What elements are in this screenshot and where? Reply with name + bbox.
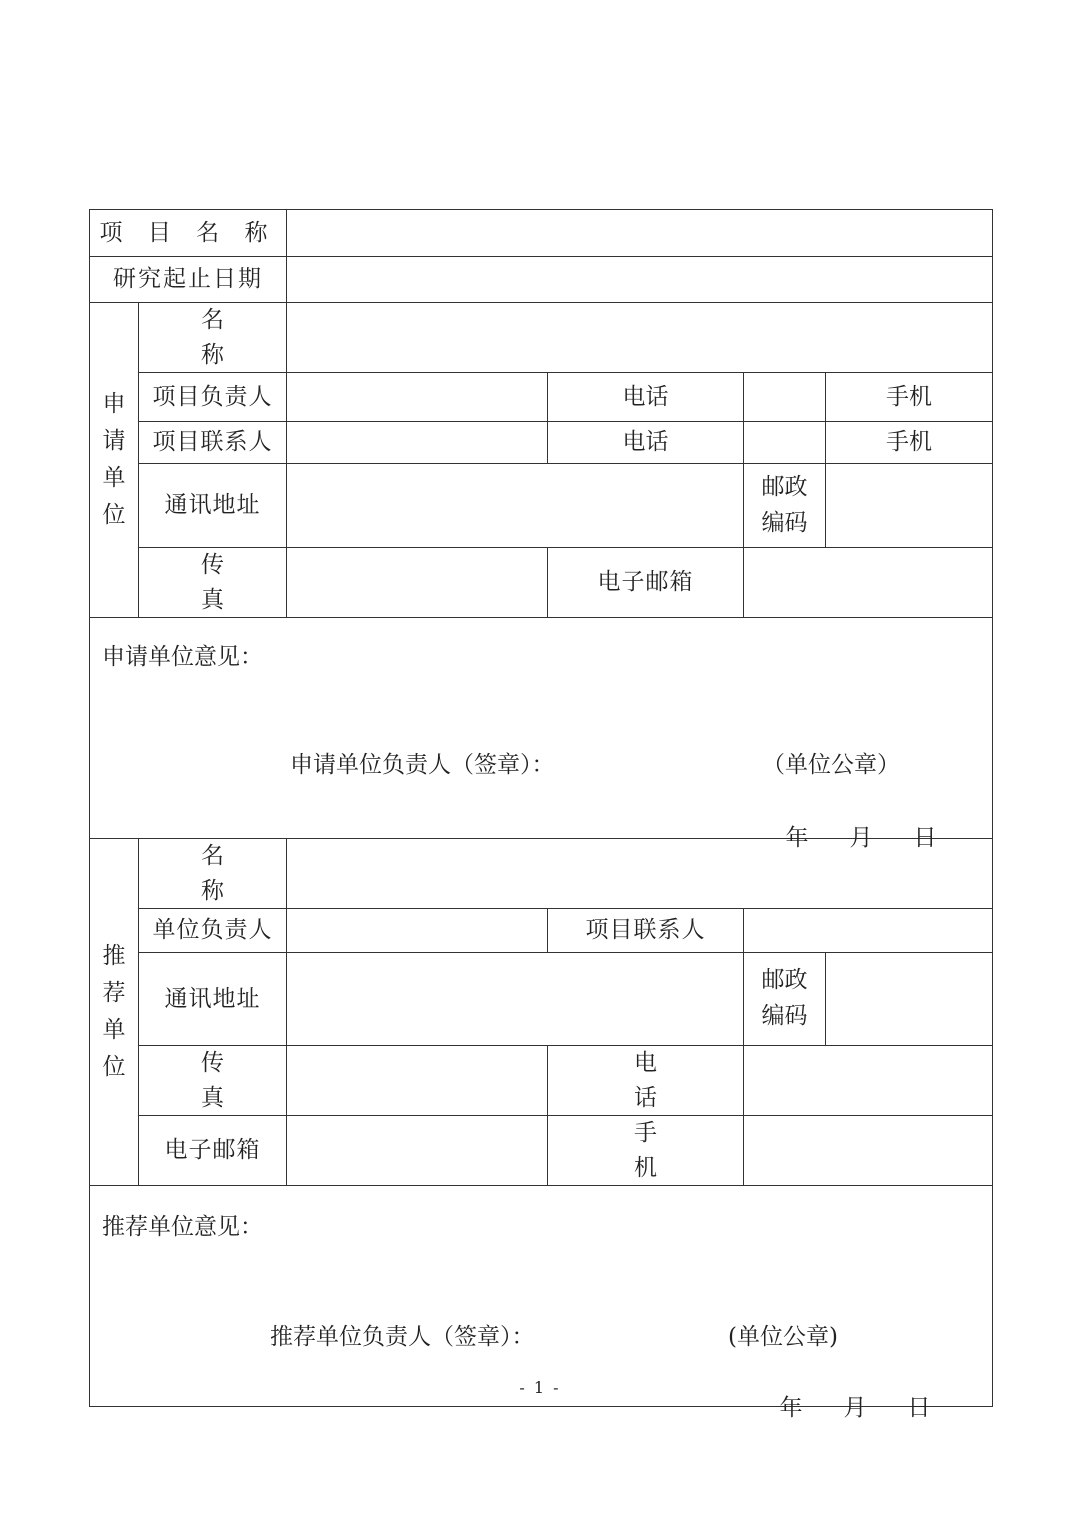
recommender-mobile-label: 手机 [548,1116,744,1186]
postcode-label-line: 邮政 [761,473,808,500]
applicant-section-char: 单 [102,465,126,491]
recommender-mobile-field[interactable] [744,1116,993,1186]
applicant-leader-field[interactable] [287,373,548,422]
recommender-postcode-field[interactable] [826,953,993,1046]
recommender-name-label: 名称 [139,839,287,909]
date-year: 年 [779,1394,803,1421]
application-form-table [89,209,993,1421]
recommender-phone-label: 电话 [548,1046,744,1116]
recommender-email-label: 电子邮箱 [139,1116,287,1186]
applicant-section-label [90,303,139,618]
recommender-section-char: 荐 [102,980,126,1007]
applicant-email-field[interactable] [744,548,993,618]
applicant-email-label: 电子邮箱 [548,548,744,618]
date-month: 月 [849,824,873,851]
recommender-phone-field[interactable] [744,1046,993,1116]
postcode-label-line: 编码 [761,509,808,536]
applicant-mobile-label: 手机 [826,373,993,422]
applicant-contact-label: 项目联系人 [139,422,287,464]
recommender-leader-label: 单位负责人 [139,909,287,953]
date-month: 月 [843,1394,867,1421]
applicant-name-field[interactable] [287,303,993,373]
recommender-opinion-title: 推荐单位意见： [102,1214,263,1240]
applicant-postcode-field[interactable] [826,464,993,548]
applicant-contact-phone-field[interactable] [744,422,826,464]
recommender-leader-field[interactable] [287,909,548,953]
applicant-section-char: 位 [102,501,126,528]
recommender-fax-label: 传真 [139,1046,287,1116]
applicant-leader-label: 项目负责人 [139,373,287,422]
research-period-field[interactable] [287,257,993,303]
applicant-date-line [727,786,937,890]
date-year: 年 [785,824,809,851]
recommender-section-char: 单 [102,1017,126,1043]
applicant-signature-label: 申请单位负责人（签章）： [290,752,555,778]
page-number: - 1 - [519,1378,561,1397]
recommender-section-char: 位 [102,1053,126,1080]
recommender-section-label [90,839,139,1186]
recommender-email-field[interactable] [287,1116,548,1186]
applicant-fax-field[interactable] [287,548,548,618]
recommender-stamp-label: (单位公章) [728,1324,838,1350]
applicant-phone-label: 电话 [548,373,744,422]
research-period-label: 研究起止日期 [90,257,287,303]
applicant-phone-field[interactable] [744,373,826,422]
applicant-postcode-label [744,464,826,548]
project-name-field[interactable] [287,210,993,257]
postcode-label-line: 邮政 [761,967,808,994]
recommender-postcode-label [744,953,826,1046]
recommender-signature-label: 推荐单位负责人（签章）： [270,1324,535,1350]
project-name-label: 项 目 名 称 [90,210,287,257]
recommender-fax-field[interactable] [287,1046,548,1116]
applicant-stamp-label: （单位公章） [762,752,900,778]
applicant-phone-label-2: 电话 [548,422,744,464]
recommender-address-field[interactable] [287,953,744,1046]
recommender-address-label: 通讯地址 [139,953,287,1046]
date-day: 日 [913,824,937,851]
applicant-fax-label: 传真 [139,548,287,618]
applicant-contact-field[interactable] [287,422,548,464]
applicant-section-char: 请 [102,428,126,455]
applicant-address-field[interactable] [287,464,744,548]
date-day: 日 [907,1394,931,1421]
recommender-opinion-box[interactable] [90,1186,993,1421]
recommender-contact-field[interactable] [744,909,993,953]
recommender-date-line [721,1356,931,1460]
applicant-opinion-box[interactable] [90,618,993,851]
applicant-name-label: 名称 [139,303,287,373]
applicant-mobile-label-2: 手机 [826,422,993,464]
applicant-section-char: 申 [102,391,126,418]
postcode-label-line: 编码 [761,1003,808,1029]
applicant-opinion-title: 申请单位意见： [102,644,263,670]
recommender-contact-label: 项目联系人 [548,909,744,953]
applicant-address-label: 通讯地址 [139,464,287,548]
recommender-section-char: 推 [102,943,126,970]
